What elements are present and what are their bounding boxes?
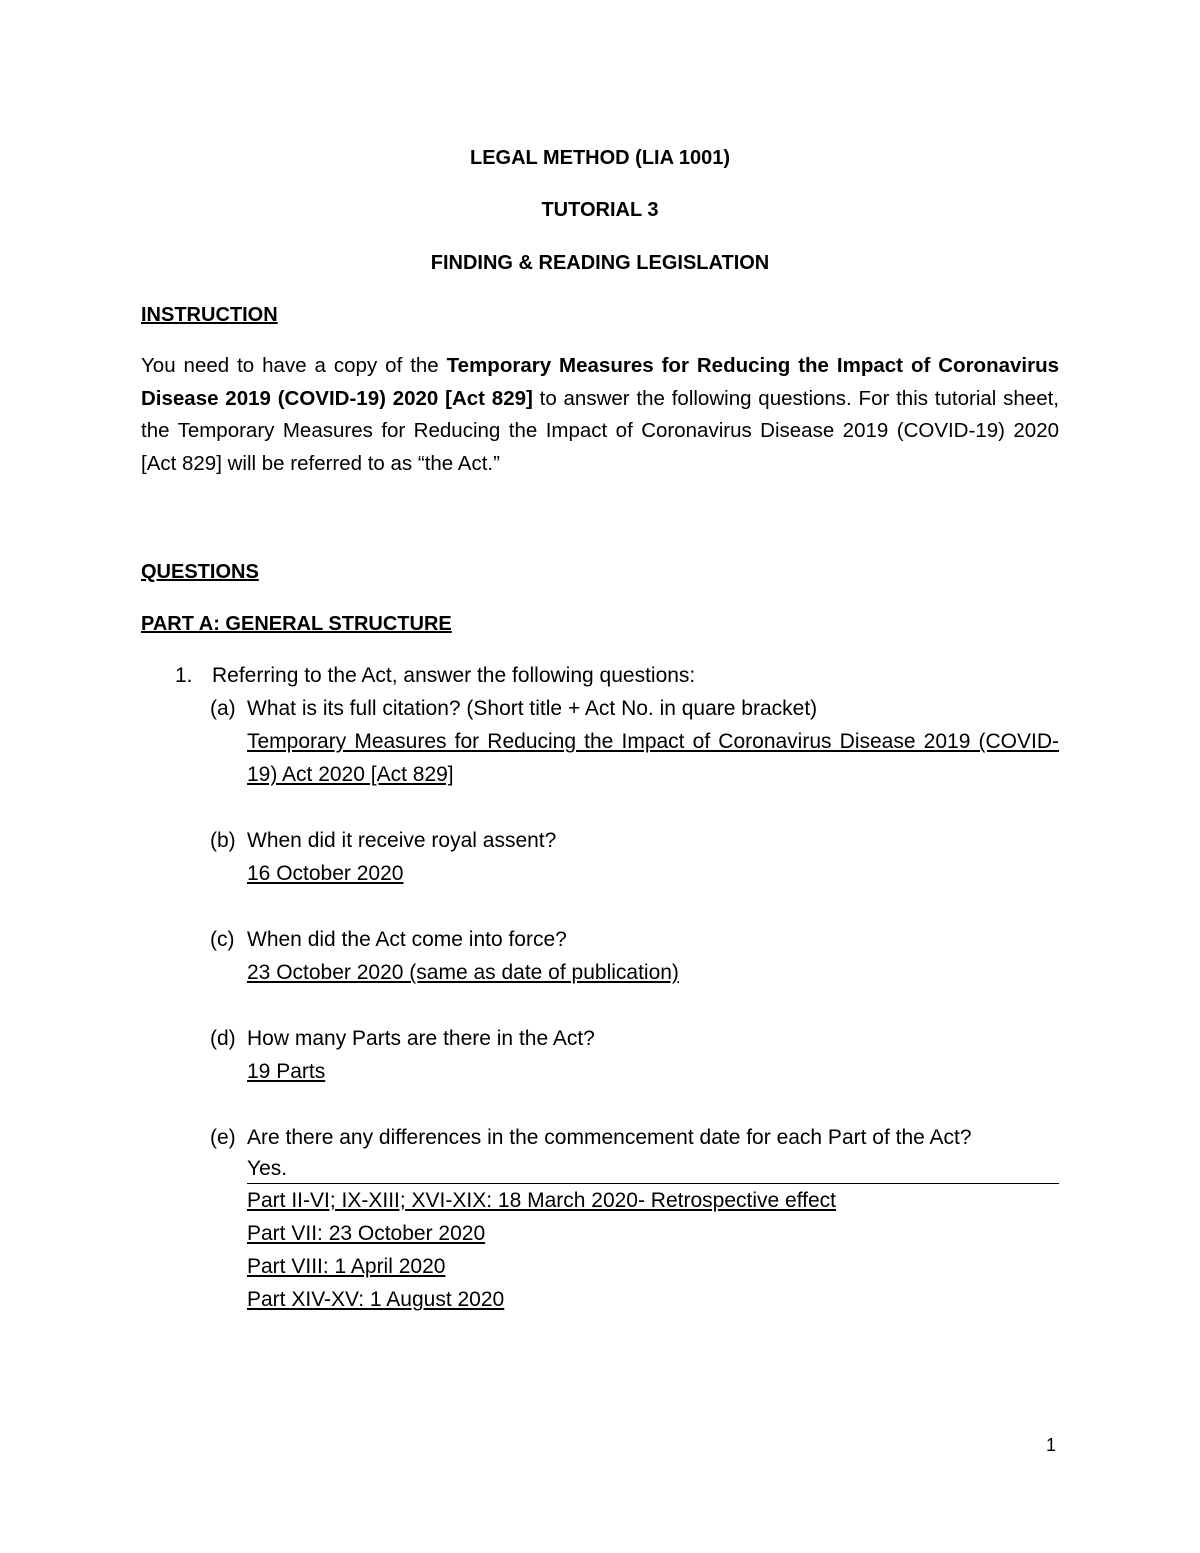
item-e-label: (e) [210,1126,236,1149]
item-e-question: Are there any differences in the commencement date for each Part of the Act? [247,1126,972,1149]
item-d-question: How many Parts are there in the Act? [247,1027,595,1050]
question-1-text: Referring to the Act, answer the following questions: [212,664,696,687]
item-c-label: (c) [210,928,235,951]
page-number: 1 [1045,1435,1056,1455]
instruction-text-2: to answer the following questions. For this tutorial sheet, the Temporary Measures for Reducing the Impact of Coronavirus Disease 2019 (COVID-19) 2020 [Act 829] will be referred to as “the Act.” [141,386,1059,475]
item-e-answer-block [247,1155,1059,1316]
part-date-line: Part II-VI; IX-XIII; XVI-XIX: 18 March 2020- Retrospective effect [247,1189,837,1212]
act-name: Temporary Measures for Reducing the Impact of Coronavirus Disease 2019 (COVID-19) 2020 [Act 829] [141,354,1059,410]
part-date-line: Part VIII: 1 April 2020 [247,1255,446,1278]
instruction-heading: INSTRUCTION [141,304,278,326]
item-b-answer: 16 October 2020 [247,862,404,885]
item-e-answer: Yes. [247,1155,1059,1184]
instruction-paragraph [141,350,1059,480]
item-b-label: (b) [210,829,236,852]
part-a-heading: PART A: GENERAL STRUCTURE [141,613,452,635]
instruction-text-1: You need to have a copy of the [141,354,447,377]
item-d-answer: 19 Parts [247,1060,326,1083]
item-a-question: What is its full citation? (Short title + Act No. in quare bracket) [247,697,818,720]
item-c-question: When did the Act come into force? [247,928,567,951]
part-date-line: Part VII: 23 October 2020 [247,1222,486,1245]
item-a-label: (a) [210,697,236,720]
item-c-answer: 23 October 2020 (same as date of publication) [247,961,679,984]
item-b-question: When did it receive royal assent? [247,829,557,852]
course-title: LEGAL METHOD (LIA 1001) [469,147,731,169]
item-a-answer: Temporary Measures for Reducing the Impact of Coronavirus Disease 2019 (COVID-19) Act 2020 [Act 829] [247,730,1059,786]
part-date-line: Part XIV-XV: 1 August 2020 [247,1288,505,1311]
topic-title: FINDING & READING LEGISLATION [430,252,770,274]
item-d-label: (d) [210,1027,236,1050]
questions-heading: QUESTIONS [141,561,259,583]
question-1-number: 1. [175,664,193,687]
tutorial-title: TUTORIAL 3 [541,199,659,221]
